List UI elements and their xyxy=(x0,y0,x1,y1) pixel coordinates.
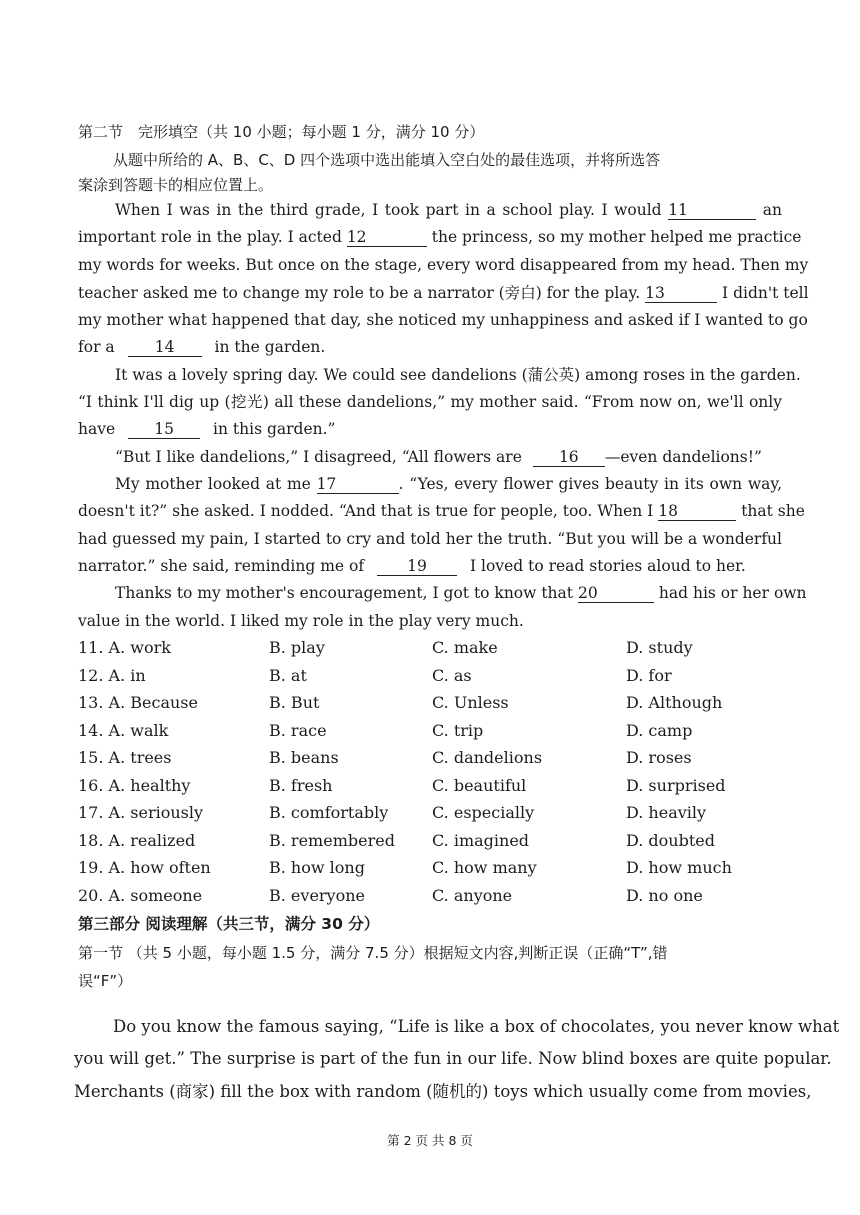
option-b: B. at xyxy=(269,666,307,685)
passage-line: my mother what happened that day, she noticed my unhappiness and asked if I wanted to go xyxy=(78,311,808,329)
option-a: 16. A. healthy xyxy=(78,776,191,795)
instructions-line-2: 案涂到答题卡的相应位置上。 xyxy=(78,176,274,194)
blank-20: 20 xyxy=(578,584,654,603)
option-c: C. especially xyxy=(432,803,535,822)
blank-12: 12 xyxy=(347,228,427,247)
section-title: 第二节 完形填空（共 10 小题；每小题 1 分，满分 10 分） xyxy=(78,123,485,141)
passage-line: Thanks to my mother's encouragement, I got to know that 20 had his or her own xyxy=(115,584,807,602)
option-d: D. surprised xyxy=(626,776,726,795)
option-c: C. trip xyxy=(432,721,484,740)
option-b: B. how long xyxy=(269,858,365,877)
option-a: 18. A. realized xyxy=(78,831,196,850)
passage-line: important role in the play. I acted 12 the princess, so my mother helped me practice xyxy=(78,228,802,246)
option-d: D. heavily xyxy=(626,803,707,822)
passage-line: It was a lovely spring day. We could see dandelions (蒲公英) among roses in the garden. xyxy=(115,366,801,384)
passage-line: When I was in the third grade, I took part in a school play. I would 11 an xyxy=(115,201,782,219)
passage-line: narrator.” she said, reminding me of 19 I loved to read stories aloud to her. xyxy=(78,557,746,575)
option-a: 12. A. in xyxy=(78,666,146,685)
option-d: D. study xyxy=(626,638,693,657)
page-number: 第 2 页 共 8 页 xyxy=(387,1133,473,1148)
passage-line: “I think I'll dig up (挖光) all these dandelions,” my mother said. “From now on, we'll only xyxy=(78,393,782,411)
passage-line: teacher asked me to change my role to be a narrator (旁白) for the play. 13 I didn't tell xyxy=(78,284,809,302)
option-b: B. comfortably xyxy=(269,803,389,822)
option-b: B. beans xyxy=(269,748,339,767)
option-d: D. for xyxy=(626,666,672,685)
option-d: D. roses xyxy=(626,748,692,767)
blank-18: 18 xyxy=(658,502,736,521)
blank-11: 11 xyxy=(668,201,756,220)
option-b: B. play xyxy=(269,638,325,657)
section-instructions-line-1: 第一节 （共 5 小题，每小题 1.5 分，满分 7.5 分）根据短文内容,判断正误（正确“T”,错 xyxy=(78,944,668,962)
blank-13: 13 xyxy=(645,284,717,303)
option-b: B. everyone xyxy=(269,886,365,905)
part-title: 第三部分 阅读理解（共三节，满分 30 分） xyxy=(78,915,380,933)
instructions-line-1: 从题中所给的 A、B、C、D 四个选项中选出能填入空白处的最佳选项，并将所选答 xyxy=(113,151,661,169)
option-a: 11. A. work xyxy=(78,638,171,657)
option-d: D. camp xyxy=(626,721,693,740)
option-b: B. race xyxy=(269,721,327,740)
passage-line: my words for weeks. But once on the stage, every word disappeared from my head. Then my xyxy=(78,256,809,274)
option-a: 14. A. walk xyxy=(78,721,169,740)
option-c: C. make xyxy=(432,638,498,657)
option-d: D. how much xyxy=(626,858,732,877)
reading-line: you will get.” The surprise is part of the fun in our life. Now blind boxes are quite popular. xyxy=(74,1049,832,1068)
option-a: 15. A. trees xyxy=(78,748,172,767)
blank-14: 14 xyxy=(128,338,202,357)
option-a: 17. A. seriously xyxy=(78,803,204,822)
blank-16: 16 xyxy=(533,448,605,467)
option-c: C. beautiful xyxy=(432,776,527,795)
option-d: D. Although xyxy=(626,693,723,712)
passage-line: “But I like dandelions,” I disagreed, “All flowers are 16 —even dandelions!” xyxy=(115,448,762,466)
option-c: C. dandelions xyxy=(432,748,543,767)
option-c: C. anyone xyxy=(432,886,513,905)
passage-line: have 15 in this garden.” xyxy=(78,420,336,438)
option-b: B. remembered xyxy=(269,831,395,850)
option-a: 20. A. someone xyxy=(78,886,203,905)
option-c: C. Unless xyxy=(432,693,509,712)
passage-line: My mother looked at me 17 . “Yes, every flower gives beauty in its own way, xyxy=(115,475,783,493)
passage-line: for a 14 in the garden. xyxy=(78,338,326,356)
option-c: C. imagined xyxy=(432,831,530,850)
section-instructions-line-2: 误“F”） xyxy=(78,972,133,990)
reading-line: Do you know the famous saying, “Life is like a box of chocolates, you never know what xyxy=(113,1017,840,1036)
passage-line: doesn't it?” she asked. I nodded. “And that is true for people, too. When I 18 that she xyxy=(78,502,805,520)
option-b: B. fresh xyxy=(269,776,333,795)
passage-line: had guessed my pain, I started to cry and told her the truth. “But you will be a wonderful xyxy=(78,530,782,548)
option-c: C. as xyxy=(432,666,472,685)
option-a: 13. A. Because xyxy=(78,693,198,712)
option-b: B. But xyxy=(269,693,320,712)
reading-line: Merchants (商家) fill the box with random (随机的) toys which usually come from movies, xyxy=(74,1082,812,1101)
passage-line: value in the world. I liked my role in the play very much. xyxy=(78,612,524,630)
blank-15: 15 xyxy=(128,420,200,439)
option-a: 19. A. how often xyxy=(78,858,211,877)
option-c: C. how many xyxy=(432,858,537,877)
option-d: D. no one xyxy=(626,886,703,905)
blank-17: 17 xyxy=(317,475,399,494)
option-d: D. doubted xyxy=(626,831,715,850)
blank-19: 19 xyxy=(377,557,457,576)
